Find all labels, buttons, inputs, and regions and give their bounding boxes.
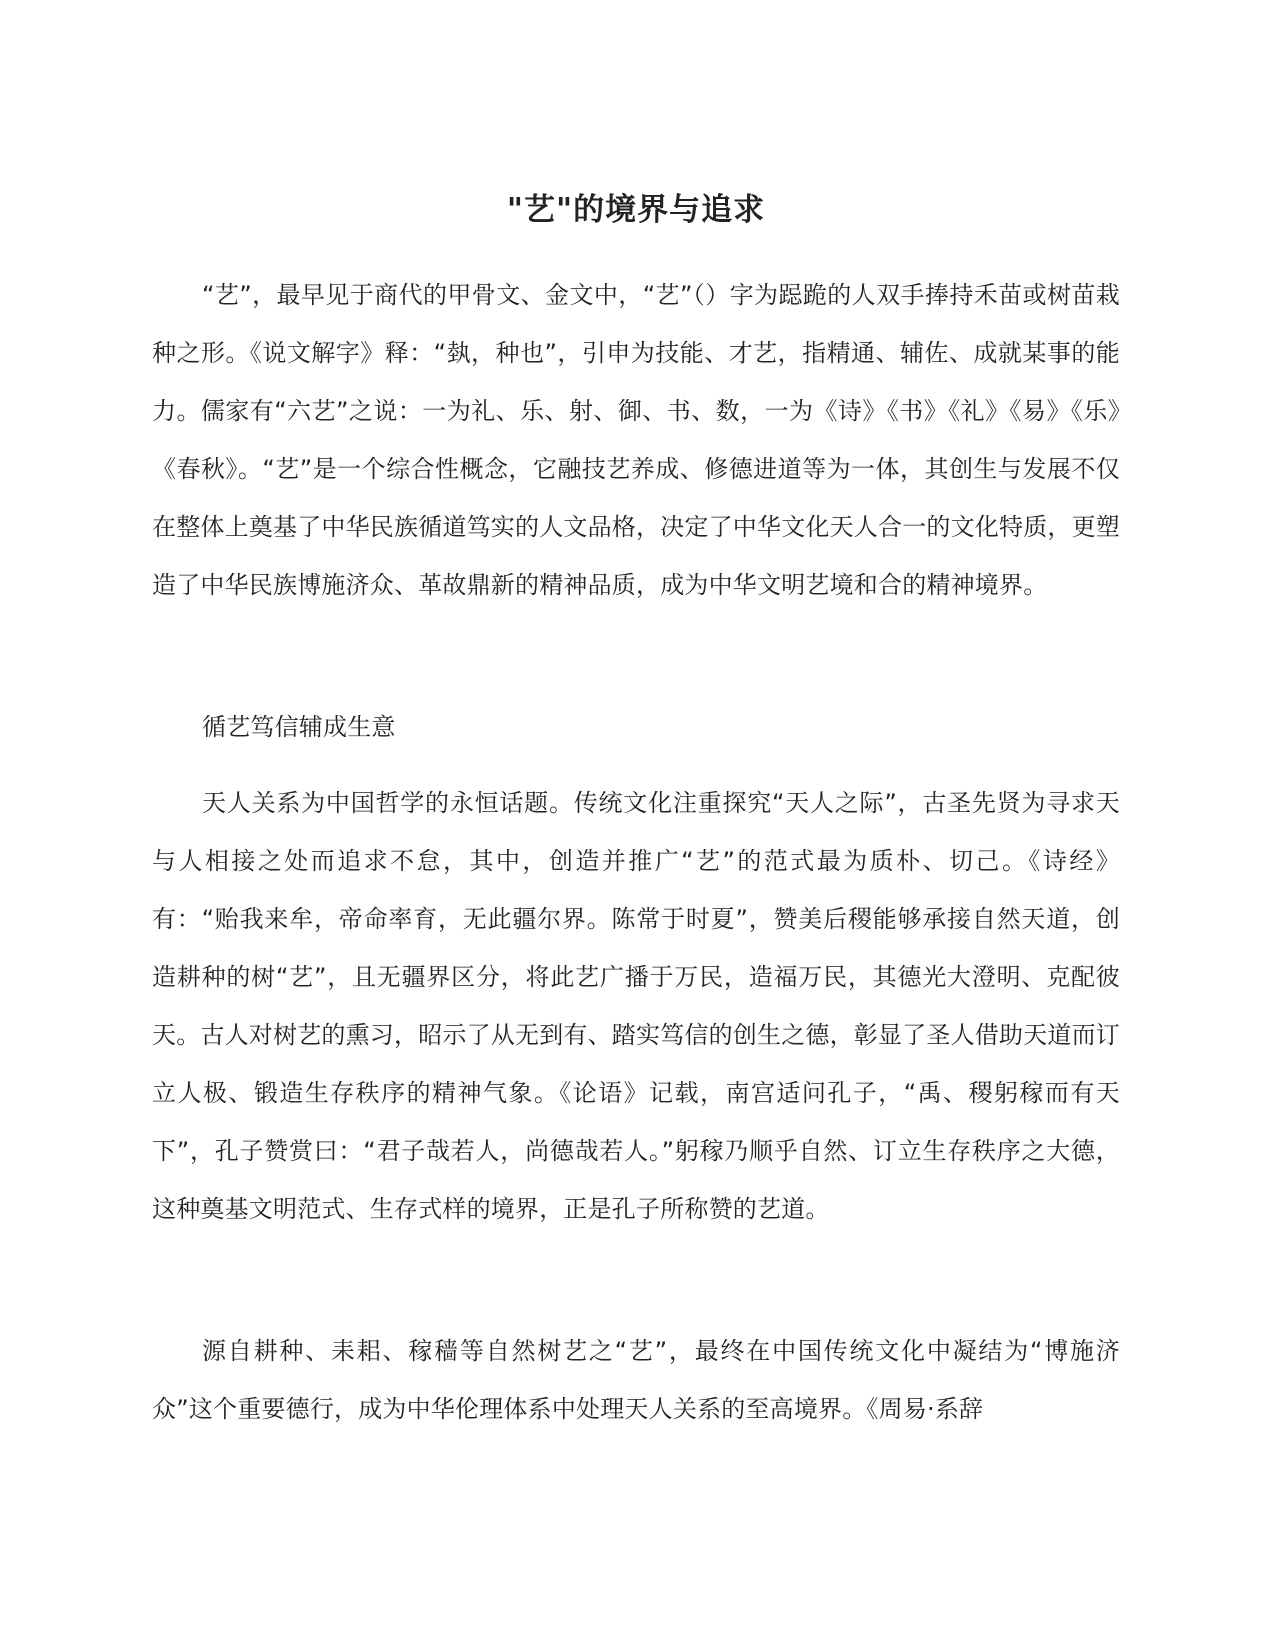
paragraph-tianren: 天人关系为中国哲学的永恒话题。传统文化注重探究“天人之际”，古圣先贤为寻求天与人相接之处而追求不怠，其中，创造并推广“艺”的范式最为质朴、切己。《诗经》有：“贻我来牟，帝命率育，无此疆尔界。陈常于时夏”，赞美后稷能够承接自然天道，创造耕种的树“艺”，且无疆界区分，将此艺广播于万民，造福万民，其德光大澄明、克配彼天。古人对树艺的熏习，昭示了从无到有、踏实笃信的创生之德，彰显了圣人借助天道而订立人极、锻造生存秩序的精神气象。《论语》记载，南宫适问孔子，“禹、稷躬稼而有天下”，孔子赞赏曰：“君子哉若人，尚德哉若人。”躬稼乃顺乎自然、订立生存秩序之大德，这种奠基文明范式、生存式样的境界，正是孔子所称赞的艺道。 [152,789,1120,1223]
section-heading: 循艺笃信辅成生意 [202,713,396,741]
paragraph-intro: “艺”，最早见于商代的甲骨文、金文中，“艺”（）字为跽跪的人双手捧持禾苗或树苗栽种之形。《说文解字》释：“埶，种也”，引申为技能、才艺，指精通、辅佐、成就某事的能力。儒家有“六艺”之说：一为礼、乐、射、御、书、数，一为《诗》《书》《礼》《易》《乐》《春秋》。“艺”是一个综合性概念，它融技艺养成、修德进道等为一体，其创生与发展不仅在整体上奠基了中华民族循道笃实的人文品格，决定了中华文化天人合一的文化特质，更塑造了中华民族博施济众、革故鼎新的精神品质，成为中华文明艺境和合的精神境界。 [152,281,1120,599]
paragraph-boshi: 源自耕种、耒耜、稼穑等自然树艺之“艺”，最终在中国传统文化中凝结为“博施济众”这个重要德行，成为中华伦理体系中处理天人关系的至高境界。《周易·系辞 [152,1337,1120,1423]
document-title: "艺"的境界与追求 [506,192,766,228]
